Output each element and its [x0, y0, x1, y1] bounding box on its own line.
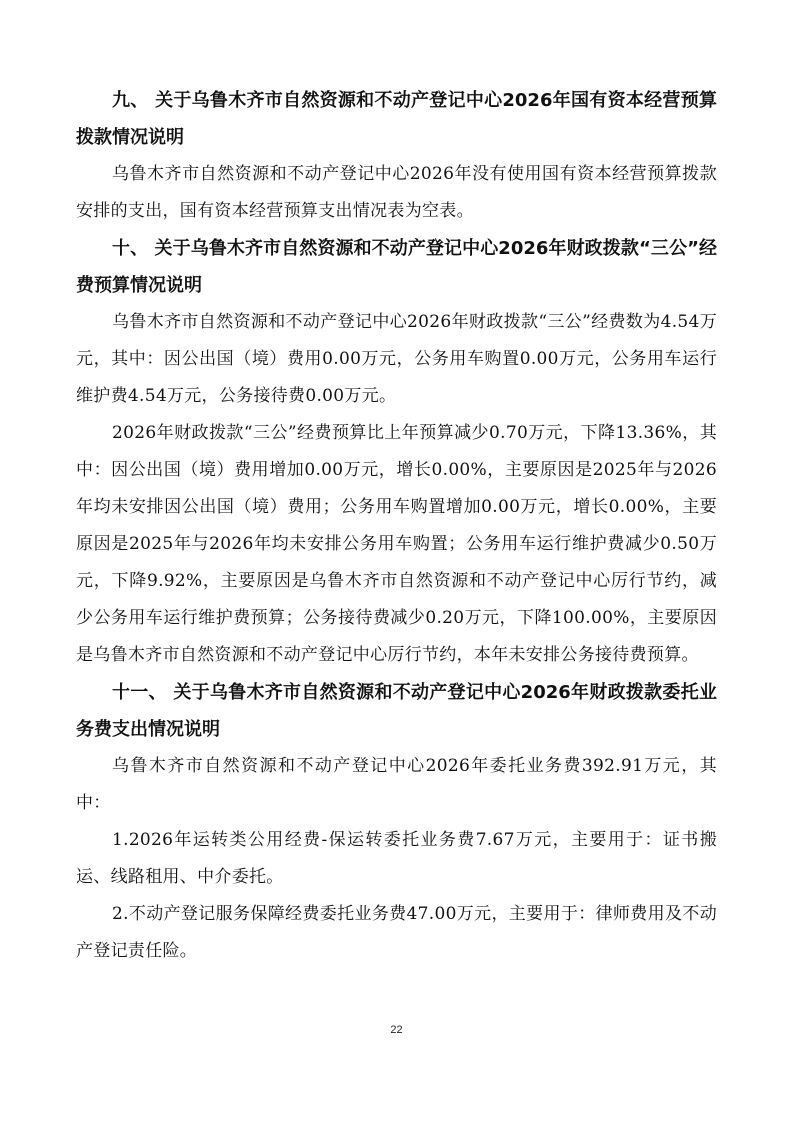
- page-number: 22: [390, 1024, 403, 1036]
- section-11-paragraph-3: 2.不动产登记服务保障经费委托业务费47.00万元，主要用于：律师费用及不动产登记责任险。: [76, 904, 717, 961]
- section-9-paragraph-1: 乌鲁木齐市自然资源和不动产登记中心2026年没有使用国有资本经营预算拨款安排的支出，国有资本经营预算支出情况表为空表。: [76, 164, 717, 221]
- section-heading-11: 十一、 关于乌鲁木齐市自然资源和不动产登记中心2026年财政拨款委托业务费支出情况说明: [76, 682, 717, 740]
- section-10-paragraph-2: 2026年财政拨款“三公”经费预算比上年预算减少0.70万元，下降13.36%，其中：因公出国（境）费用增加0.00万元，增长0.00%，主要原因是2025年与2026年均未安排因公出国（境）费用；公务用车购置增加0.00万元，增长0.00%，主要原因是2025年与2026年均未安排公务用车购置；公务用车运行维护费减少0.50万元，下降9.92%，主要原因是乌鲁木齐市自然资源和不动产登记中心厉行节约，减少公务用车运行维护费预算；公务接待费减少0.20万元，下降100.00%，主要原因是乌鲁木齐市自然资源和不动产登记中心厉行节约，本年未安排公务接待费预算。: [76, 423, 717, 665]
- section-heading-10: 十、 关于乌鲁木齐市自然资源和不动产登记中心2026年财政拨款“三公”经费预算情况说明: [76, 238, 717, 296]
- section-heading-9: 九、 关于乌鲁木齐市自然资源和不动产登记中心2026年国有资本经营预算拨款情况说明: [76, 90, 717, 148]
- section-11-paragraph-1: 乌鲁木齐市自然资源和不动产登记中心2026年委托业务费392.91万元，其中：: [76, 756, 717, 813]
- document-page: [76, 82, 717, 970]
- section-10-paragraph-1: 乌鲁木齐市自然资源和不动产登记中心2026年财政拨款“三公”经费数为4.54万元，其中：因公出国（境）费用0.00万元，公务用车购置0.00万元，公务用车运行维护费4.54万元，公务接待费0.00万元。: [76, 312, 717, 406]
- section-11-paragraph-2: 1.2026年运转类公用经费-保运转委托业务费7.67万元，主要用于：证书搬运、线路租用、中介委托。: [76, 830, 717, 887]
